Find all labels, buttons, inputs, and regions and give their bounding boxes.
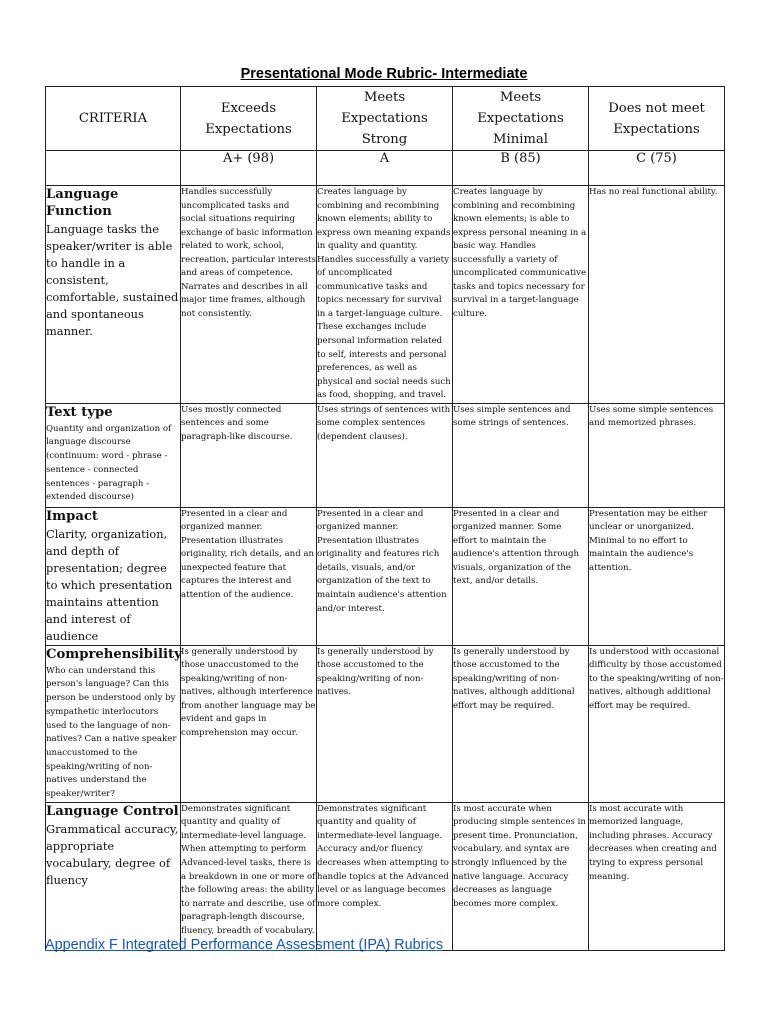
criteria-cell (46, 403, 181, 507)
rubric-cell: Is generally understood by those accustomed to the speaking/writing of non-natives, although additional effort may be required. (453, 645, 589, 802)
criteria-title: Language Function (46, 187, 119, 219)
rubric-cell: Handles successfully uncomplicated tasks and social situations requiring exchange of basic information related to work, school, recreation, particular interests and areas of competence. Narrates and describes in all major time frames, although not consistently. (181, 186, 317, 404)
table-row (46, 802, 725, 950)
header-meets-strong: Meets Expectations Strong (317, 87, 453, 151)
grade-empty (46, 151, 181, 186)
criteria-description: Grammatical accuracy, appropriate vocabulary, degree of fluency (46, 821, 179, 887)
table-row (46, 645, 725, 802)
table-row (46, 403, 725, 507)
page-title: Presentational Mode Rubric- Intermediate (240, 66, 528, 82)
appendix-link[interactable]: Appendix F Integrated Performance Assessment (IPA) Rubrics (45, 937, 444, 953)
criteria-title: Impact (46, 508, 99, 524)
rubric-cell: Presented in a clear and organized manner. Some effort to maintain the audience's attention through visuals, organization of the text, and/or details. (453, 507, 589, 645)
grade-cell: C (75) (589, 151, 725, 186)
criteria-cell (46, 186, 181, 404)
rubric-cell: Demonstrates significant quantity and quality of intermediate-level language. When attempting to perform Advanced-level tasks, there is a breakdown in one or more of the following areas: the ability to narrate and describe, use of paragraph-length discourse, fluency, breadth of vocabulary. (181, 802, 317, 950)
criteria-title: Language Control (46, 803, 179, 819)
rubric-cell: Is generally understood by those unaccustomed to the speaking/writing of non-natives, although interference from another language may be evident and gaps in comprehension may occur. (181, 645, 317, 802)
grade-cell: A+ (98) (181, 151, 317, 186)
rubric-cell: Presentation may be either unclear or unorganized. Minimal to no effort to maintain the audience's attention. (589, 507, 725, 645)
criteria-description: Who can understand this person's language? Can this person be understood only by sympathetic interlocutors used to the language of non-natives? Can a native speaker unaccustomed to the speaking/writing of non-natives understand the speaker/writer? (46, 665, 177, 800)
rubric-cell: Is most accurate with memorized language, including phrases. Accuracy decreases when creating and trying to express personal meaning. (589, 802, 725, 950)
grade-row (46, 151, 725, 186)
criteria-title: Comprehensibility (46, 646, 182, 662)
header-meets-minimal: Meets Expectations Minimal (453, 87, 589, 151)
rubric-cell: Is generally understood by those accustomed to the speaking/writing of non-natives. (317, 645, 453, 802)
grade-cell: B (85) (453, 151, 589, 186)
rubric-cell: Demonstrates significant quantity and quality of intermediate-level language. Accuracy and/or fluency decreases when attempting to handle topics at the Advanced level or as language becomes more complex. (317, 802, 453, 950)
header-does-not-meet: Does not meet Expectations (589, 87, 725, 151)
criteria-cell (46, 645, 181, 802)
rubric-cell: Presented in a clear and organized manner. Presentation illustrates originality, rich details, and an unexpected feature that captures the interest and attention of the audience. (181, 507, 317, 645)
rubric-cell: Uses mostly connected sentences and some paragraph-like discourse. (181, 403, 317, 507)
header-exceeds: Exceeds Expectations (181, 87, 317, 151)
criteria-description: Language tasks the speaker/writer is able to handle in a consistent, comfortable, sustained and spontaneous manner. (46, 222, 179, 338)
rubric-cell: Uses strings of sentences with some complex sentences (dependent clauses). (317, 403, 453, 507)
rubric-cell: Is understood with occasional difficulty by those accustomed to the speaking/writing of non-natives, although additional effort may be required. (589, 645, 725, 802)
criteria-cell (46, 507, 181, 645)
rubric-table (45, 86, 725, 951)
table-row (46, 507, 725, 645)
rubric-cell: Has no real functional ability. (589, 186, 725, 404)
rubric-cell: Uses simple sentences and some strings of sentences. (453, 403, 589, 507)
rubric-cell: Is most accurate when producing simple sentences in present time. Pronunciation, vocabulary, and syntax are strongly influenced by the native language. Accuracy decreases as language becomes more complex. (453, 802, 589, 950)
header-criteria: CRITERIA (46, 87, 181, 151)
criteria-cell (46, 802, 181, 950)
rubric-cell: Uses some simple sentences and memorized phrases. (589, 403, 725, 507)
rubric-cell: Creates language by combining and recombining known elements; ability to express own meaning expands in quality and quantity. Handles successfully a variety of uncomplicated communicative tasks and topics necessary for survival in a target-language culture. These exchanges include personal information related to self, interests and personal preferences, as well as physical and social needs such as food, shopping, and travel. (317, 186, 453, 404)
criteria-description: Quantity and organization of language discourse (continuum: word - phrase - sentence - connected sentences - paragraph - extended discourse) (46, 423, 172, 503)
grade-cell: A (317, 151, 453, 186)
criteria-title: Text type (46, 404, 113, 420)
criteria-description: Clarity, organization, and depth of presentation; degree to which presentation maintains attention and interest of audience (46, 526, 173, 643)
rubric-cell: Presented in a clear and organized manner. Presentation illustrates originality and features rich details, visuals, and/or organization of the text to maintain audience's attention and/or interest. (317, 507, 453, 645)
header-row (46, 87, 725, 151)
table-row (46, 186, 725, 404)
rubric-cell: Creates language by combining and recombining known elements; is able to express personal meaning in a basic way. Handles successfully a variety of uncomplicated communicative tasks and topics necessary for survival in a target-language culture. (453, 186, 589, 404)
